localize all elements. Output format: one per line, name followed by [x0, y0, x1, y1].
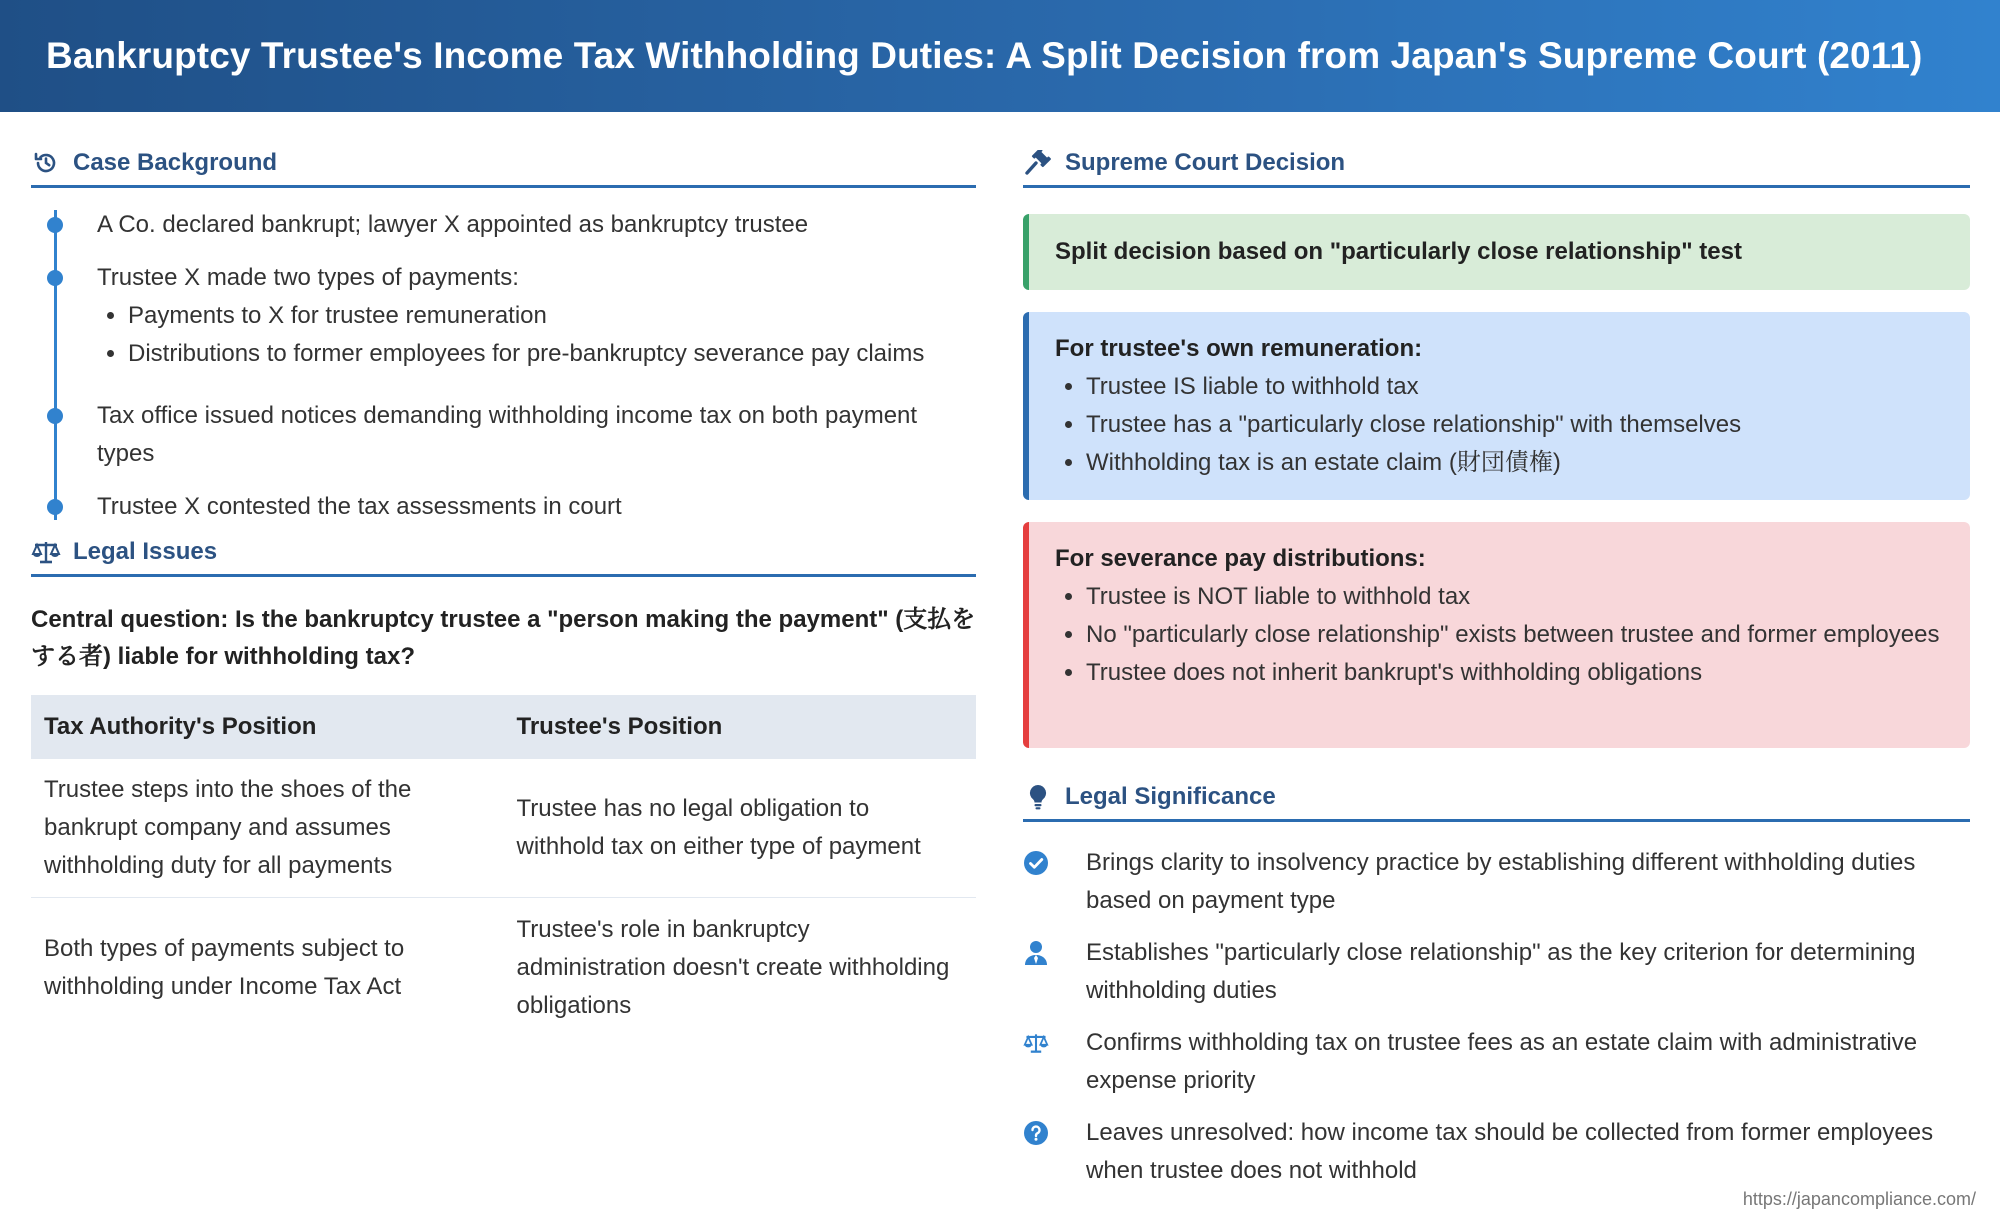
timeline-dot: [47, 270, 63, 286]
decision-summary: Split decision based on "particularly close relationship" test: [1055, 238, 1742, 265]
timeline-item: Trustee X made two types of payments: • Payments to X for trustee remuneration • Distributions to former employees for pre-bankruptcy severance pay claims: [97, 259, 976, 373]
list-item: • No "particularly close relationship" exists between trustee and former employees: [1086, 616, 1944, 654]
timeline-dot: [47, 408, 63, 424]
severance-box: [1023, 522, 1970, 748]
user-tie-icon: [1023, 940, 1049, 966]
legal-issues-title: Legal Issues: [73, 537, 218, 565]
decision-summary-box: [1023, 214, 1970, 290]
table-cell: Trustee's role in bankruptcy administration doesn't create withholding obligations: [516, 916, 950, 1019]
source-url: https://japancompliance.com/: [1742, 1189, 1976, 1209]
significance-list: [1023, 844, 1970, 1190]
remuneration-box: [1023, 312, 1970, 500]
list-item: • Payments to X for trustee remuneration: [128, 297, 976, 335]
table-header-row: [31, 695, 976, 759]
table-row: [31, 898, 976, 1039]
history-icon: [31, 148, 61, 178]
payment-types-list: [97, 297, 976, 373]
significance-header: [1023, 774, 1970, 822]
list-item: • Distributions to former employees for pre-bankruptcy severance pay claims: [128, 335, 976, 373]
right-column: [1023, 140, 1970, 1204]
significance-title: Legal Significance: [1065, 782, 1276, 810]
list-item: • Trustee does not inherit bankrupt's withholding obligations: [1086, 654, 1944, 692]
timeline-item: Trustee X contested the tax assessments in court: [97, 488, 976, 526]
timeline-dot: [47, 499, 63, 515]
significance-item: Leaves unresolved: how income tax should be collected from former employees when trustee does not withhold: [1023, 1114, 1970, 1190]
column-header: Tax Authority's Position: [31, 695, 504, 759]
significance-item: Establishes "particularly close relationship" as the key criterion for determining withholding duties: [1023, 934, 1970, 1010]
case-timeline: [31, 206, 976, 524]
legal-issues-header: [31, 529, 976, 577]
remuneration-heading: For trustee's own remuneration:: [1055, 335, 1423, 362]
question-circle-icon: [1023, 1120, 1049, 1146]
table-cell: Trustee steps into the shoes of the bankrupt company and assumes withholding duty for all payments: [31, 759, 504, 898]
page-title: Bankruptcy Trustee's Income Tax Withholding Duties: A Split Decision from Japan's Supreme Court (2011): [46, 35, 1923, 76]
decision-header: [1023, 140, 1970, 188]
list-item: • Trustee IS liable to withhold tax: [1086, 368, 1944, 406]
check-circle-icon: [1023, 850, 1049, 876]
gavel-icon: [1023, 148, 1053, 178]
remuneration-list: [1055, 368, 1944, 482]
page-header: [0, 0, 2000, 112]
severance-list: [1055, 578, 1944, 692]
timeline-line: [54, 210, 57, 520]
table-row: [31, 759, 976, 898]
balance-scale-icon: [31, 537, 61, 567]
table-cell: Trustee has no legal obligation to withhold tax on either type of payment: [504, 759, 977, 898]
central-question: Central question: Is the bankruptcy trustee a "person making the payment" (支払をする者) liable for withholding tax?: [31, 606, 976, 670]
timeline-dot: [47, 217, 63, 233]
decision-title: Supreme Court Decision: [1065, 148, 1346, 176]
column-header: Trustee's Position: [504, 695, 977, 759]
timeline-item: A Co. declared bankrupt; lawyer X appointed as bankruptcy trustee: [97, 206, 976, 244]
list-item: • Trustee is NOT liable to withhold tax: [1086, 578, 1944, 616]
list-item: • Trustee has a "particularly close relationship" with themselves: [1086, 406, 1944, 444]
significance-item: Confirms withholding tax on trustee fees as an estate claim with administrative expense priority: [1023, 1024, 1970, 1100]
case-background-header: [31, 140, 976, 188]
severance-heading: For severance pay distributions:: [1055, 545, 1426, 572]
lightbulb-icon: [1023, 782, 1053, 812]
significance-item: Brings clarity to insolvency practice by establishing different withholding duties based on payment type: [1023, 844, 1970, 920]
timeline-item: Tax office issued notices demanding withholding income tax on both payment types: [97, 397, 976, 473]
positions-table: [31, 695, 976, 1038]
left-column: [31, 140, 976, 1038]
case-background-title: Case Background: [73, 148, 278, 176]
list-item: • Withholding tax is an estate claim (財団債権): [1086, 444, 1944, 482]
table-cell: Both types of payments subject to withholding under Income Tax Act: [44, 935, 405, 1000]
balance-scale-icon: [1023, 1030, 1049, 1056]
